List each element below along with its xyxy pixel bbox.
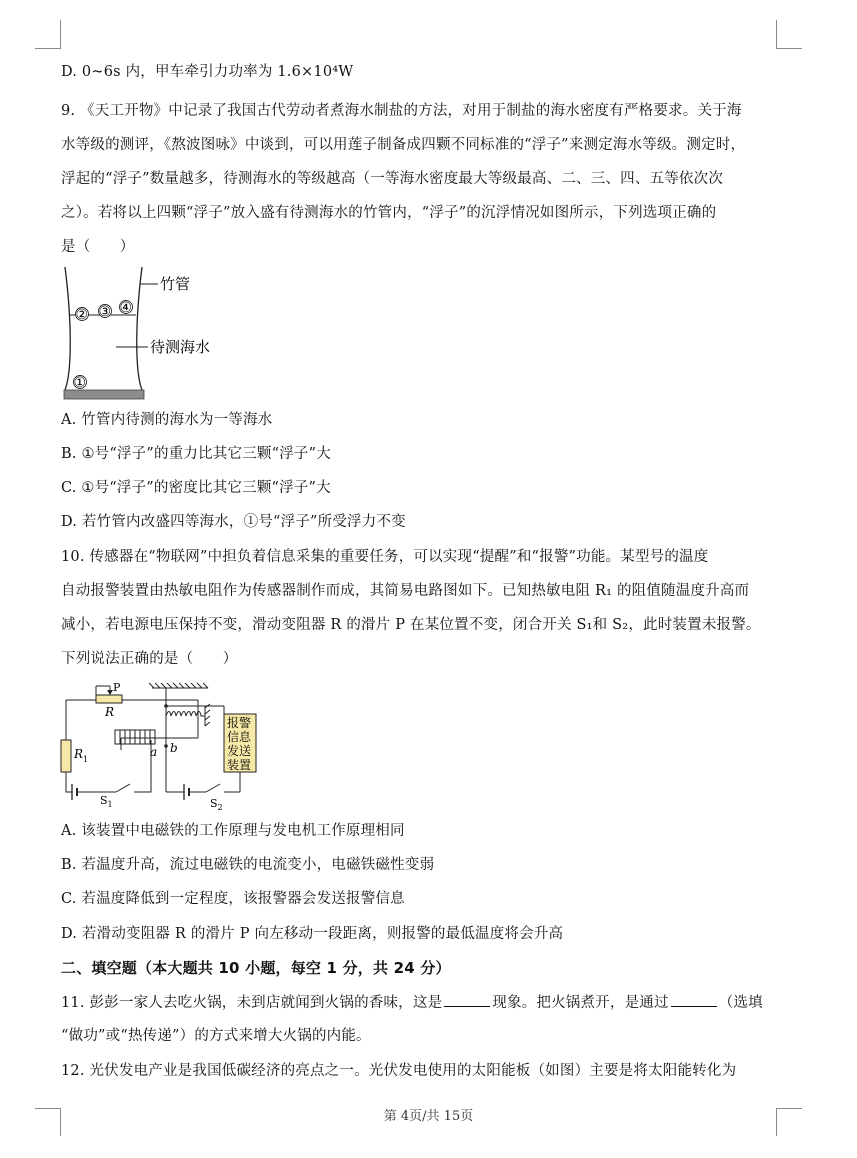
question-9-line-3: 浮起的“浮子”数量越多，待测海水的等级越高（一等海水密度最大等级最高、二、三、四、五等依次次 bbox=[61, 171, 724, 187]
question-10-line-1: 10. 传感器在“物联网”中担负着信息采集的重要任务，可以实现“提醒”和“报警”功能。某型号的温度 bbox=[61, 549, 709, 565]
crop-mark-top-right-v bbox=[776, 20, 777, 48]
tube-label: 竹管 bbox=[160, 275, 191, 293]
answer-blank-2[interactable] bbox=[671, 992, 717, 1007]
slide-rheostat bbox=[96, 695, 122, 703]
label-r1: $R_1$ bbox=[74, 747, 89, 764]
tube-right-wall bbox=[137, 267, 142, 390]
label-b: b bbox=[170, 741, 178, 755]
water-label: 待测海水 bbox=[150, 338, 211, 356]
question-9-option-c: C. ①号“浮子”的密度比其它三颗“浮子”大 bbox=[61, 480, 331, 496]
question-10-option-b: B. 若温度升高，流过电磁铁的电流变小，电磁铁磁性变弱 bbox=[61, 857, 435, 873]
tube-bottom bbox=[64, 390, 144, 399]
question-11-line-2: “做功”或“热传递”）的方式来增大火锅的内能。 bbox=[61, 1028, 371, 1044]
crop-mark-top-right-h bbox=[776, 48, 802, 49]
contact-a bbox=[164, 744, 168, 748]
device-text-3: 发送 bbox=[227, 744, 252, 758]
spring bbox=[166, 712, 205, 717]
label-r: R bbox=[105, 705, 115, 719]
left-circuit-wire bbox=[66, 700, 198, 792]
option-8d: D. 0~6s 内，甲车牵引力功率为 1.6×10⁴W bbox=[61, 64, 354, 80]
crop-mark-top-left-v bbox=[60, 20, 61, 48]
question-10-line-2: 自动报警装置由热敏电阻作为传感器制作而成，其简易电路图如下。已知热敏电阻 R₁ 的阻值随温度升高而 bbox=[61, 583, 750, 599]
question-12-line-1: 12. 光伏发电产业是我国低碳经济的亮点之一。光伏发电使用的太阳能板（如图）主要是将太阳能转化为 bbox=[61, 1063, 737, 1079]
pivot bbox=[164, 704, 168, 708]
float-1: ① bbox=[73, 375, 87, 391]
alarm-circuit-figure bbox=[58, 680, 268, 810]
question-11-text-b: 现象。把火锅煮开，是通过 bbox=[492, 995, 669, 1011]
label-a: a bbox=[150, 745, 158, 759]
crop-mark-top-left-h bbox=[35, 48, 61, 49]
answer-blank-1[interactable] bbox=[444, 992, 490, 1007]
question-10-line-4: 下列说法正确的是（ ） bbox=[61, 651, 238, 667]
question-10-line-3: 减小，若电源电压保持不变，滑动变阻器 R 的滑片 P 在某位置不变，闭合开关 S₁和 S₂，此时装置未报警。 bbox=[61, 617, 761, 633]
question-10-option-d: D. 若滑动变阻器 R 的滑片 P 向左移动一段距离，则报警的最低温度将会升高 bbox=[61, 926, 564, 942]
question-9-option-d: D. 若竹管内改盛四等海水，①号“浮子”所受浮力不变 bbox=[61, 514, 406, 530]
switch-s2 bbox=[206, 784, 220, 792]
device-text-4: 装置 bbox=[227, 758, 252, 772]
question-9-option-b: B. ①号“浮子”的重力比其它三颗“浮子”大 bbox=[61, 446, 331, 462]
section-2-heading: 二、填空题（本大题共 10 小题，每空 1 分，共 24 分） bbox=[61, 959, 451, 977]
question-10-option-a: A. 该装置中电磁铁的工作原理与发电机工作原理相同 bbox=[61, 823, 405, 839]
bamboo-tube-figure bbox=[58, 262, 288, 402]
tube-left-wall bbox=[65, 267, 70, 390]
float-4: ④ bbox=[119, 300, 133, 316]
question-9-line-5: 是（ ） bbox=[61, 239, 135, 255]
thermistor-r1 bbox=[61, 740, 71, 772]
question-9-line-4: 之）。若将以上四颗“浮子”放入盛有待测海水的竹管内，“浮子”的沉浮情况如图所示，下列选项正确的 bbox=[61, 205, 717, 221]
question-11-text-a: 11. 彭彭一家人去吃火锅，未到店就闻到火锅的香味，这是 bbox=[61, 995, 443, 1011]
device-text-2: 信息 bbox=[227, 730, 252, 744]
question-10-option-c: C. 若温度降低到一定程度，该报警器会发送报警信息 bbox=[61, 891, 405, 907]
label-s2: $S_2$ bbox=[210, 797, 223, 810]
label-p: P bbox=[113, 681, 121, 694]
question-9-line-2: 水等级的测评，《熬波图咏》中谈到，可以用莲子制备成四颗不同标准的“浮子”来测定海水等级。测定时， bbox=[61, 137, 746, 153]
question-11-text-c: （选填 bbox=[718, 995, 763, 1011]
question-9-option-a: A. 竹管内待测的海水为一等海水 bbox=[61, 412, 273, 428]
float-2: ② bbox=[75, 307, 89, 323]
question-11-line-1 bbox=[61, 992, 797, 1013]
switch-s1 bbox=[116, 784, 130, 792]
device-text-1: 报警 bbox=[227, 716, 252, 730]
question-9-line-1: 9. 《天工开物》中记录了我国古代劳动者煮海水制盐的方法，对用于制盐的海水密度有严格要求。关于海 bbox=[61, 103, 742, 119]
page-footer: 第 4页/共 15页 bbox=[383, 1109, 474, 1124]
float-3: ③ bbox=[98, 304, 112, 320]
label-s1: $S_1$ bbox=[100, 794, 113, 809]
